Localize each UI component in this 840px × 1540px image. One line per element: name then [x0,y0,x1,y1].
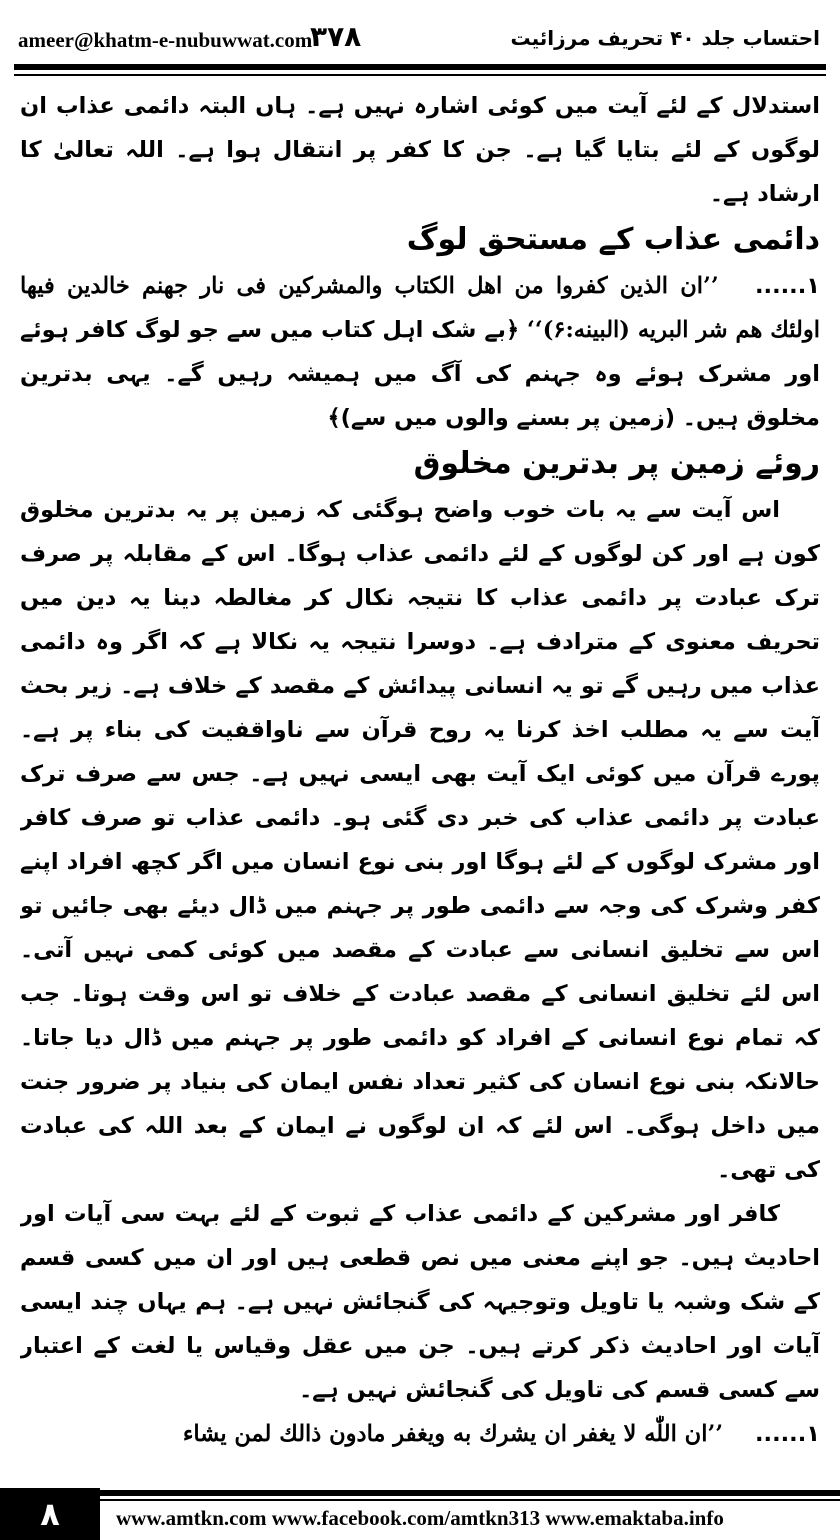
quote-1-marker: ۱...... [754,273,820,299]
header-book-title: احتساب جلد ۴۰ تحریف مرزائیت [510,26,820,50]
header-rule-thin [14,74,826,76]
quote-1-arabic: ’’ان الذین کفروا من اهل الکتاب والمشرکین فی نار جهنم خالدین فیها اولئك هم شر البریه (البینه:۶)‘‘ [20,273,820,343]
page-body [20,84,820,1484]
footer-rule-thick [100,1490,840,1496]
page-header [14,20,826,60]
footer-rule-thin [100,1499,840,1501]
quote-2 [20,1412,820,1456]
quote-1 [20,264,820,440]
paragraph-intro: استدلال کے لئے آیت میں کوئی اشارہ نہیں ہے۔ ہاں البتہ دائمی عذاب ان لوگوں کے لئے بتایا گیا ہے۔ جن کا کفر پر انتقال ہوا ہے۔ اللہ تعالیٰ کا ارشاد ہے۔ [20,93,820,207]
paragraph-explanation: اس آیت سے یہ بات خوب واضح ہوگئی کہ زمین پر یہ بدترین مخلوق کون ہے اور کن لوگوں کے لئے دائمی عذاب ہوگا۔ اس کے مقابلہ پر صرف ترک عبادت پر دائمی عذاب کا نتیجہ نکال کر مغالطہ دینا یہ دین میں تحریف معنوی کے مترادف ہے۔ دوسرا نتیجہ یہ نکالا ہے کہ اگر وہ دائمی عذاب میں رہیں گے تو یہ انسانی پیدائش کے مقصد کے خلاف ہے۔ زیر بحث آیت سے یہ مطلب اخذ کرنا یہ روح قرآن سے ناواقفیت کی بناء پر ہے۔ پورے قرآن میں کوئی ایک آیت بھی ایسی نہیں ہے۔ جس سے صرف ترک عبادت پر دائمی عذاب کی خبر دی گئی ہو۔ دائمی عذاب تو صرف کافر اور مشرک لوگوں کے لئے ہوگا اور بنی نوع انسان میں اگر کچھ افراد اپنے کفر وشرک کی وجہ سے دائمی طور پر جہنم میں ڈال دیئے بھی جائیں تو اس سے تخلیق انسانی سے عبادت کے مقصد میں کوئی کمی نہیں آتی۔ اس لئے تخلیق انسانی کے مقصد عبادت کے خلاف تو اس وقت ہوتا۔ جب کہ تمام نوع انسانی کے افراد کو دائمی طور پر جہنم میں ڈال دیا جاتا۔ حالانکہ بنی نوع انسان کی کثیر تعداد نفس ایمان کی بنیاد پر ضرور جنت میں داخل ہوگی۔ اس لئے کہ ان لوگوں نے ایمان کے بعد اللہ کی عبادت کی تھی۔ [20,497,820,1183]
footer-page-badge: ۸ [0,1488,100,1540]
quote-2-arabic: ’’ان اللّٰه لا یغفر ان یشرك به ویغفر مادون ذالك لمن یشاء [182,1421,724,1447]
header-rule-thick [14,64,826,70]
quote-1-translation: ﴿بے شک اہل کتاب میں سے جو لوگ کافر ہوئے اور مشرک ہوئے وہ جہنم کی آگ میں ہمیشہ رہیں گے۔ یہی بدترین مخلوق ہیں۔ (زمین پر بسنے والوں میں سے)﴾ [20,317,820,431]
footer-urls: www.amtkn.com www.facebook.com/amtkn313 www.emaktaba.info [116,1506,724,1530]
heading-worst-creation: روئے زمین پر بدترین مخلوق [413,446,820,481]
quote-2-marker: ۱...... [754,1421,820,1447]
heading-eternal-punishment: دائمی عذاب کے مستحق لوگ [406,222,820,257]
header-email: ameer@khatm-e-nubuwwat.com [18,28,313,52]
paragraph-evidence: کافر اور مشرکین کے دائمی عذاب کے ثبوت کے لئے بہت سی آیات اور احادیث ہیں۔ جو اپنے معنی میں نص قطعی ہیں اور ان میں کسی قسم کے شک وشبہ یا تاویل وتوجیہہ کی گنجائش نہیں ہے۔ ہم یہاں چند ایسی آیات اور احادیث ذکر کرتے ہیں۔ جن میں عقل وقیاس یا لغت کے اعتبار سے کسی قسم کی تاویل کی گنجائش نہیں ہے۔ [20,1201,820,1403]
header-page-number: ۳۷۸ [310,20,362,53]
